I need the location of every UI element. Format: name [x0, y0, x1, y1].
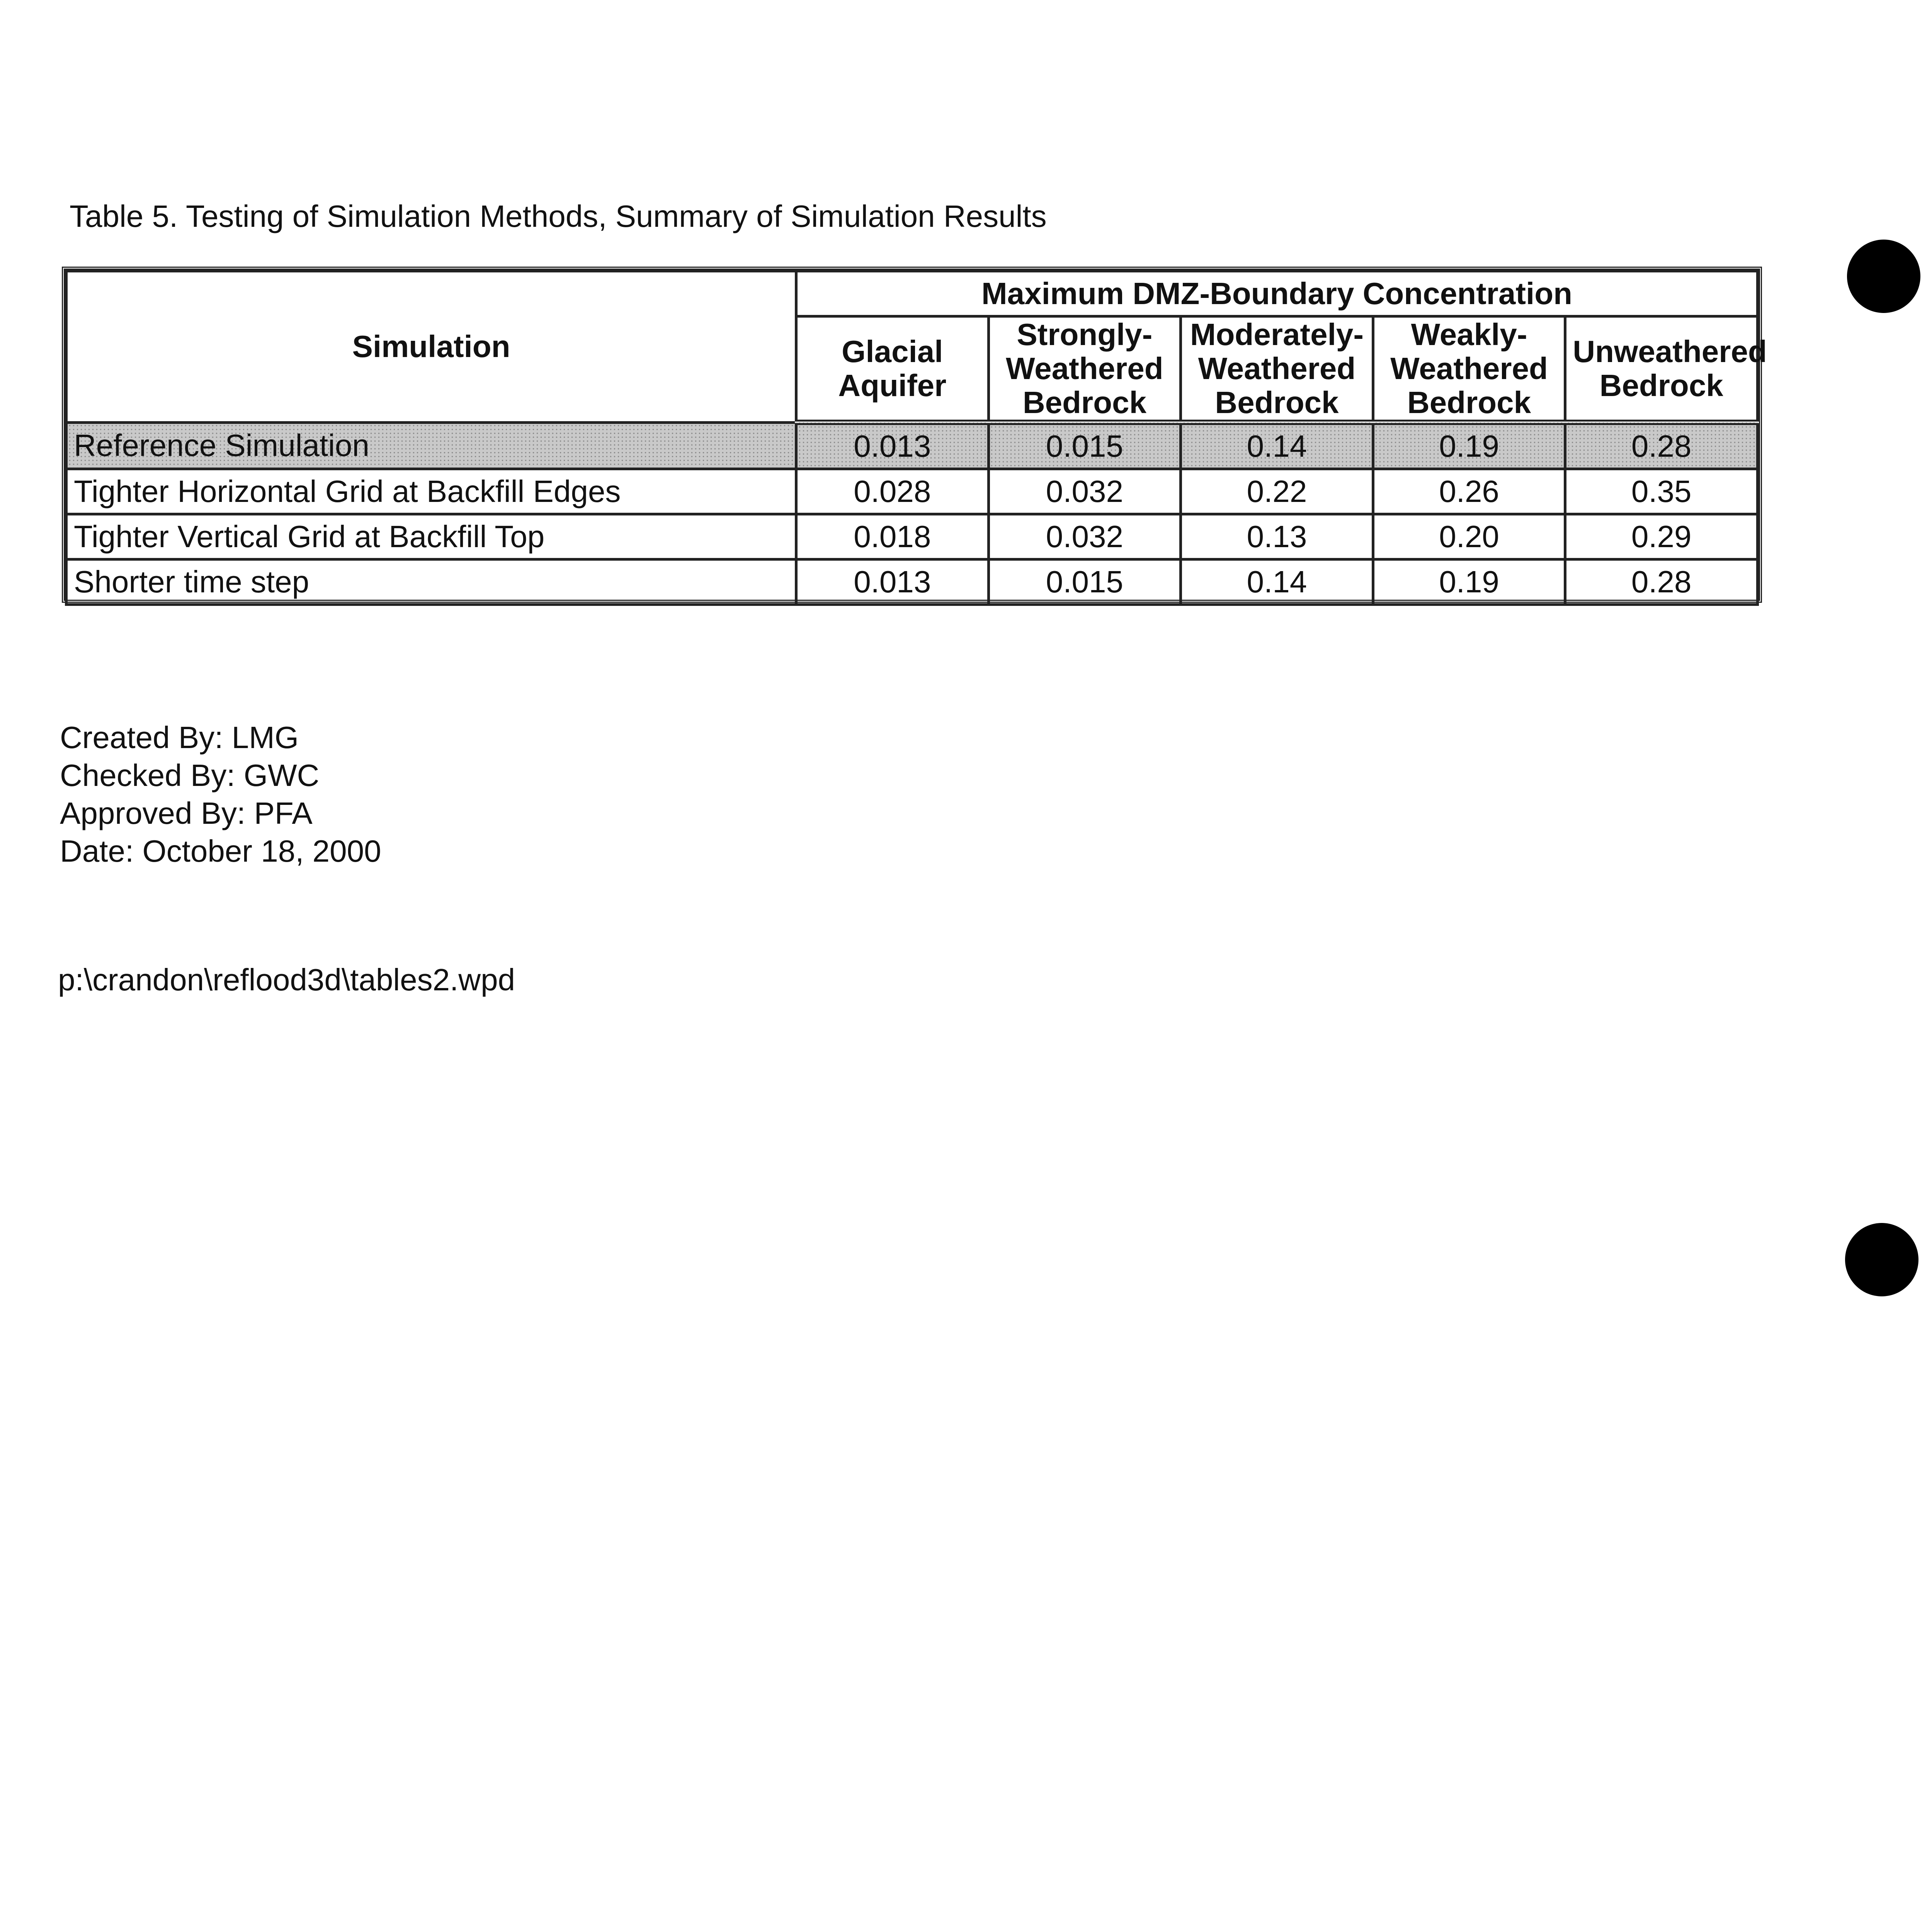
table-cell: 0.19 [1373, 422, 1565, 469]
table-cell: 0.015 [988, 560, 1181, 605]
table-cell: 0.28 [1565, 422, 1758, 469]
table-cell: 0.14 [1181, 422, 1373, 469]
table-row-shorter-time-step [66, 560, 1758, 605]
row-label: Shorter time step [66, 560, 796, 605]
table-row-vertical-grid [66, 514, 1758, 560]
table-cell: 0.28 [1565, 560, 1758, 605]
table-cell: 0.22 [1181, 469, 1373, 514]
table-cell: 0.032 [988, 514, 1181, 560]
created-by: Created By: LMG [60, 720, 299, 755]
table-cell: 0.19 [1373, 560, 1565, 605]
table-row-horizontal-grid [66, 469, 1758, 514]
simulation-column-header: Simulation [66, 271, 796, 423]
checked-by: Checked By: GWC [60, 758, 320, 793]
table-cell: 0.013 [796, 560, 989, 605]
results-table-frame [62, 267, 1767, 603]
table-cell: 0.013 [796, 422, 989, 469]
column-header-strongly-weathered: Strongly-Weathered Bedrock [988, 316, 1181, 423]
concentration-group-header: Maximum DMZ-Boundary Concentration [796, 271, 1758, 316]
signoff-date: Date: October 18, 2000 [60, 834, 381, 868]
row-label: Tighter Horizontal Grid at Backfill Edges [66, 469, 796, 514]
table-cell: 0.20 [1373, 514, 1565, 560]
column-header-unweathered: Unweathered Bedrock [1565, 316, 1758, 423]
column-header-weakly-weathered: Weakly-Weathered Bedrock [1373, 316, 1565, 423]
table-row-reference [66, 422, 1758, 469]
table-cell: 0.14 [1181, 560, 1373, 605]
column-header-moderately-weathered: Moderately-Weathered Bedrock [1181, 316, 1373, 423]
table-cell: 0.35 [1565, 469, 1758, 514]
simulation-results-table [65, 270, 1767, 606]
approved-by: Approved By: PFA [60, 796, 313, 830]
column-header-glacial-aquifer: Glacial Aquifer [796, 316, 989, 423]
table-cell: 0.028 [796, 469, 989, 514]
header-row-group [66, 271, 1758, 316]
table-cell: 0.13 [1181, 514, 1373, 560]
file-path: p:\crandon\reflood3d\tables2.wpd [58, 963, 515, 997]
table-cell: 0.018 [796, 514, 989, 560]
table-cell: 0.26 [1373, 469, 1565, 514]
table-cell: 0.032 [988, 469, 1181, 514]
table-cell: 0.29 [1565, 514, 1758, 560]
table-caption: Table 5. Testing of Simulation Methods, Summary of Simulation Results [70, 199, 1047, 233]
row-label: Reference Simulation [66, 422, 796, 469]
punch-hole-icon [1847, 240, 1920, 313]
row-label: Tighter Vertical Grid at Backfill Top [66, 514, 796, 560]
table-cell: 0.015 [988, 422, 1181, 469]
signoff-block [60, 719, 381, 870]
punch-hole-icon [1845, 1223, 1918, 1296]
